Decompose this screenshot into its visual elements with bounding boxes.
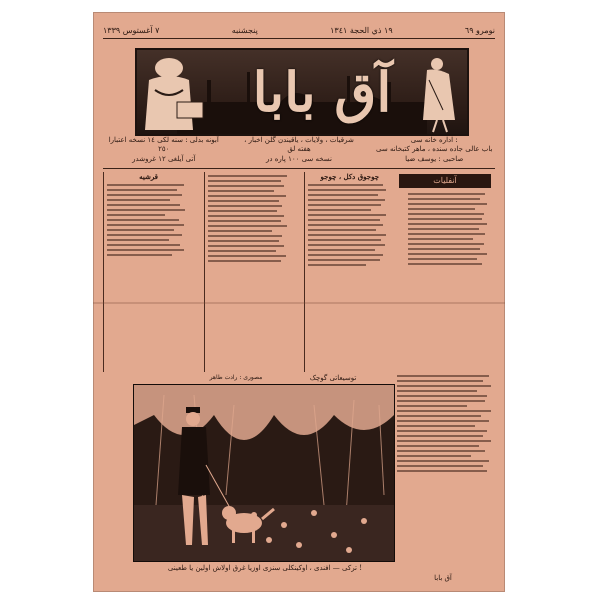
text-lines (308, 184, 391, 266)
publication-description: شرقیات ، ولایات ، یاقیندن گلن اخبار ، هفته لق نسخه سی ١٠٠ پاره در (244, 136, 354, 163)
text-lines (408, 193, 492, 265)
article-column-1 (103, 172, 193, 372)
article-column-right (397, 372, 497, 572)
masthead-title: آق بابا (252, 60, 392, 124)
section-heading-anfiliyat: آنفلیات (399, 174, 491, 188)
issue-info-bar (103, 22, 495, 39)
article-column-3 (304, 172, 394, 372)
article-column-2 (204, 172, 294, 372)
footer-signature: آق بابا (434, 574, 452, 582)
article-column-4 (405, 172, 495, 372)
newspaper-page (93, 12, 505, 592)
text-lines (208, 175, 291, 262)
article-columns (103, 172, 495, 372)
subscription-info (103, 136, 495, 169)
cartoon-illustration (133, 384, 395, 562)
illustrator-credit: مصوری : رادت طاهر (209, 374, 263, 381)
subscription-prices: آبونه بدلی : سنه لکی ١٤ نسخه اعتبارا ٢٥٠ آتی آیلغی ١٢ غروشدر (108, 136, 219, 163)
issue-number: نومرو ٦٩ (464, 25, 495, 35)
text-lines (397, 375, 497, 472)
cartoon-scene-icon (134, 385, 394, 561)
vulture-icon (423, 58, 455, 132)
office-address: اداره خانه سی : باب عالی جاده سنده ، ماهر کتبخانه سی صاحبی : یوسف ضیا (376, 136, 493, 163)
weekday: پنجشنبه (231, 25, 258, 35)
column-heading: چوجوق دکل ، چوجو (320, 172, 380, 181)
hijri-date: ١٩ ذي الحجة ١٣٤١ (330, 25, 393, 35)
rumi-date: ٧ آغستوس ١٣٣٩ (103, 25, 160, 35)
illustration-caption: ترکی — افندی ، اوکینکلی سنزی اوزیا غرق اولاش اولین یا طعینی ! (167, 564, 363, 572)
column-heading: قرشیه (139, 172, 159, 181)
illustration-title: توسیعاتی گوچک (309, 374, 357, 382)
text-lines (107, 184, 190, 256)
masthead-banner (135, 48, 469, 136)
